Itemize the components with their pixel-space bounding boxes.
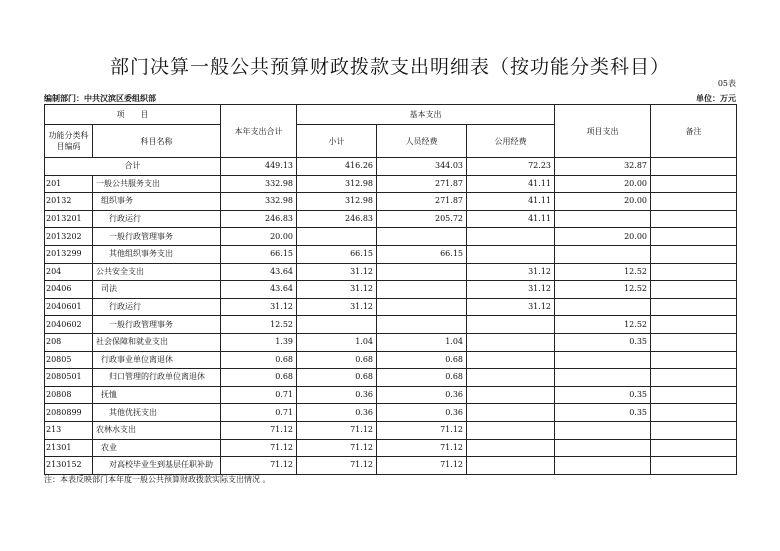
subject-name-cell: 对高校毕业生到基层任职补助	[93, 457, 221, 475]
project-cell: 0.35	[555, 333, 651, 351]
project-cell: 12.52	[555, 316, 651, 334]
project-cell: 20.00	[555, 175, 651, 193]
total-cell: 0.68	[221, 351, 297, 369]
unit-label: 单位：万元	[696, 94, 736, 103]
table-row	[45, 281, 737, 299]
code-cell: 20808	[45, 386, 93, 404]
personnel-cell: 1.04	[377, 333, 467, 351]
public-cell	[467, 369, 555, 387]
total-cell: 12.52	[221, 316, 297, 334]
public-cell: 41.11	[467, 175, 555, 193]
public-cell	[467, 439, 555, 457]
remark-cell	[651, 281, 737, 299]
total-cell: 71.12	[221, 457, 297, 475]
table-row	[45, 369, 737, 387]
header-personnel: 人员经费	[377, 125, 467, 158]
public-cell: 41.11	[467, 210, 555, 228]
total-cell: 1.39	[221, 333, 297, 351]
subtotal-cell: 0.68	[297, 351, 377, 369]
personnel-cell: 71.12	[377, 457, 467, 475]
remark-cell	[651, 228, 737, 246]
remark-cell	[651, 210, 737, 228]
subject-name-cell: 归口管理的行政单位离退休	[93, 369, 221, 387]
code-cell: 2013299	[45, 245, 93, 263]
public-cell	[467, 457, 555, 475]
project-cell: 0.35	[555, 404, 651, 422]
subtotal-cell: 312.98	[297, 175, 377, 193]
personnel-cell	[377, 316, 467, 334]
table-body	[45, 158, 737, 475]
subtotal-cell: 416.26	[297, 158, 377, 176]
subject-name-cell: 农业	[93, 439, 221, 457]
public-cell: 31.12	[467, 281, 555, 299]
subject-name-cell: 其他优抚支出	[93, 404, 221, 422]
personnel-cell: 344.03	[377, 158, 467, 176]
remark-cell	[651, 386, 737, 404]
public-cell: 31.12	[467, 298, 555, 316]
project-cell: 20.00	[555, 193, 651, 211]
subtotal-cell	[297, 228, 377, 246]
personnel-cell: 0.36	[377, 404, 467, 422]
total-cell: 332.98	[221, 175, 297, 193]
subject-name-cell: 农林水支出	[93, 421, 221, 439]
code-cell: 201	[45, 175, 93, 193]
table-row	[45, 175, 737, 193]
subject-name-cell: 公共安全支出	[93, 263, 221, 281]
personnel-cell: 271.87	[377, 175, 467, 193]
subject-name-cell: 社会保障和就业支出	[93, 333, 221, 351]
remark-cell	[651, 158, 737, 176]
subtotal-cell: 0.36	[297, 404, 377, 422]
personnel-cell	[377, 228, 467, 246]
code-cell: 20132	[45, 193, 93, 211]
personnel-cell: 271.87	[377, 193, 467, 211]
table-row	[45, 263, 737, 281]
subject-name-cell: 一般行政管理事务	[93, 316, 221, 334]
public-cell	[467, 316, 555, 334]
subject-name-cell: 抚恤	[93, 386, 221, 404]
subtotal-cell: 1.04	[297, 333, 377, 351]
code-cell: 2040602	[45, 316, 93, 334]
public-cell	[467, 404, 555, 422]
code-cell: 2013201	[45, 210, 93, 228]
project-cell	[555, 298, 651, 316]
table-row	[45, 386, 737, 404]
total-cell: 246.83	[221, 210, 297, 228]
personnel-cell: 0.68	[377, 369, 467, 387]
code-cell: 2130152	[45, 457, 93, 475]
project-cell: 0.35	[555, 386, 651, 404]
table-row	[45, 457, 737, 475]
table-row	[45, 351, 737, 369]
code-cell: 208	[45, 333, 93, 351]
personnel-cell: 0.68	[377, 351, 467, 369]
total-cell: 31.12	[221, 298, 297, 316]
project-cell	[555, 421, 651, 439]
code-cell: 204	[45, 263, 93, 281]
subject-name-cell: 行政事业单位离退休	[93, 351, 221, 369]
project-cell	[555, 369, 651, 387]
total-row	[45, 158, 737, 176]
remark-cell	[651, 333, 737, 351]
remark-cell	[651, 193, 737, 211]
table-row	[45, 404, 737, 422]
table-row	[45, 228, 737, 246]
public-cell	[467, 333, 555, 351]
subtotal-cell: 312.98	[297, 193, 377, 211]
public-cell	[467, 421, 555, 439]
remark-cell	[651, 439, 737, 457]
table-row	[45, 333, 737, 351]
remark-cell	[651, 316, 737, 334]
project-cell	[555, 457, 651, 475]
code-cell: 2080899	[45, 404, 93, 422]
subtotal-cell: 246.83	[297, 210, 377, 228]
header-subtotal: 小计	[297, 125, 377, 158]
code-cell: 20805	[45, 351, 93, 369]
remark-cell	[651, 351, 737, 369]
personnel-cell	[377, 263, 467, 281]
public-cell	[467, 351, 555, 369]
project-cell	[555, 210, 651, 228]
personnel-cell: 71.12	[377, 439, 467, 457]
remark-cell	[651, 263, 737, 281]
header-item: 项 目	[45, 105, 221, 125]
table-row	[45, 421, 737, 439]
subject-name-cell: 行政运行	[93, 210, 221, 228]
remark-cell	[651, 298, 737, 316]
project-cell: 20.00	[555, 228, 651, 246]
subject-name-cell: 组织事务	[93, 193, 221, 211]
public-cell: 41.11	[467, 193, 555, 211]
public-cell	[467, 228, 555, 246]
code-cell: 2040601	[45, 298, 93, 316]
total-cell: 0.71	[221, 386, 297, 404]
remark-cell	[651, 369, 737, 387]
remark-cell	[651, 404, 737, 422]
personnel-cell: 0.36	[377, 386, 467, 404]
personnel-cell	[377, 281, 467, 299]
table-row	[45, 298, 737, 316]
total-label: 合计	[45, 158, 221, 176]
public-cell	[467, 245, 555, 263]
header-subject-name: 科目名称	[93, 125, 221, 158]
table-row	[45, 316, 737, 334]
table-row	[45, 245, 737, 263]
subtotal-cell: 31.12	[297, 263, 377, 281]
header-public: 公用经费	[467, 125, 555, 158]
total-cell: 0.68	[221, 369, 297, 387]
table-row	[45, 193, 737, 211]
code-cell: 20406	[45, 281, 93, 299]
project-cell	[555, 439, 651, 457]
subtotal-cell: 66.15	[297, 245, 377, 263]
total-cell: 43.64	[221, 263, 297, 281]
remark-cell	[651, 245, 737, 263]
table-number: 05表	[717, 79, 736, 88]
header-project: 项目支出	[555, 105, 651, 158]
public-cell: 31.12	[467, 263, 555, 281]
remark-cell	[651, 457, 737, 475]
subject-name-cell: 司法	[93, 281, 221, 299]
code-cell: 2013202	[45, 228, 93, 246]
code-cell: 21301	[45, 439, 93, 457]
total-cell: 71.12	[221, 421, 297, 439]
total-cell: 332.98	[221, 193, 297, 211]
remark-cell	[651, 175, 737, 193]
subtotal-cell: 0.36	[297, 386, 377, 404]
header-func-code: 功能分类科目编码	[45, 125, 93, 158]
public-cell	[467, 386, 555, 404]
subtotal-cell: 71.12	[297, 439, 377, 457]
remark-cell	[651, 421, 737, 439]
project-cell: 12.52	[555, 281, 651, 299]
project-cell	[555, 245, 651, 263]
personnel-cell: 71.12	[377, 421, 467, 439]
code-cell: 2080501	[45, 369, 93, 387]
personnel-cell: 205.72	[377, 210, 467, 228]
subtotal-cell	[297, 316, 377, 334]
total-cell: 43.64	[221, 281, 297, 299]
table-row	[45, 210, 737, 228]
project-cell: 12.52	[555, 263, 651, 281]
subject-name-cell: 一般公共服务支出	[93, 175, 221, 193]
subject-name-cell: 一般行政管理事务	[93, 228, 221, 246]
header-remark: 备注	[651, 105, 737, 158]
public-cell: 72.23	[467, 158, 555, 176]
department-label: 编制部门：中共汉滨区委组织部	[44, 94, 156, 103]
code-cell: 213	[45, 421, 93, 439]
project-cell	[555, 351, 651, 369]
subject-name-cell: 其他组织事务支出	[93, 245, 221, 263]
total-cell: 20.00	[221, 228, 297, 246]
header-total: 本年支出合计	[221, 105, 297, 158]
header-basic: 基本支出	[297, 105, 555, 125]
total-cell: 71.12	[221, 439, 297, 457]
footnote: 注：本表反映部门本年度一般公共预算财政拨款实际支出情况 。	[44, 475, 271, 484]
subtotal-cell: 31.12	[297, 298, 377, 316]
personnel-cell	[377, 298, 467, 316]
expenditure-table	[44, 104, 737, 475]
table-row	[45, 439, 737, 457]
page-title: 部门决算一般公共预算财政拨款支出明细表（按功能分类科目）	[109, 56, 670, 78]
project-cell: 32.87	[555, 158, 651, 176]
total-cell: 449.13	[221, 158, 297, 176]
subtotal-cell: 0.68	[297, 369, 377, 387]
subtotal-cell: 71.12	[297, 421, 377, 439]
subtotal-cell: 71.12	[297, 457, 377, 475]
personnel-cell: 66.15	[377, 245, 467, 263]
subtotal-cell: 31.12	[297, 281, 377, 299]
total-cell: 0.71	[221, 404, 297, 422]
total-cell: 66.15	[221, 245, 297, 263]
subject-name-cell: 行政运行	[93, 298, 221, 316]
